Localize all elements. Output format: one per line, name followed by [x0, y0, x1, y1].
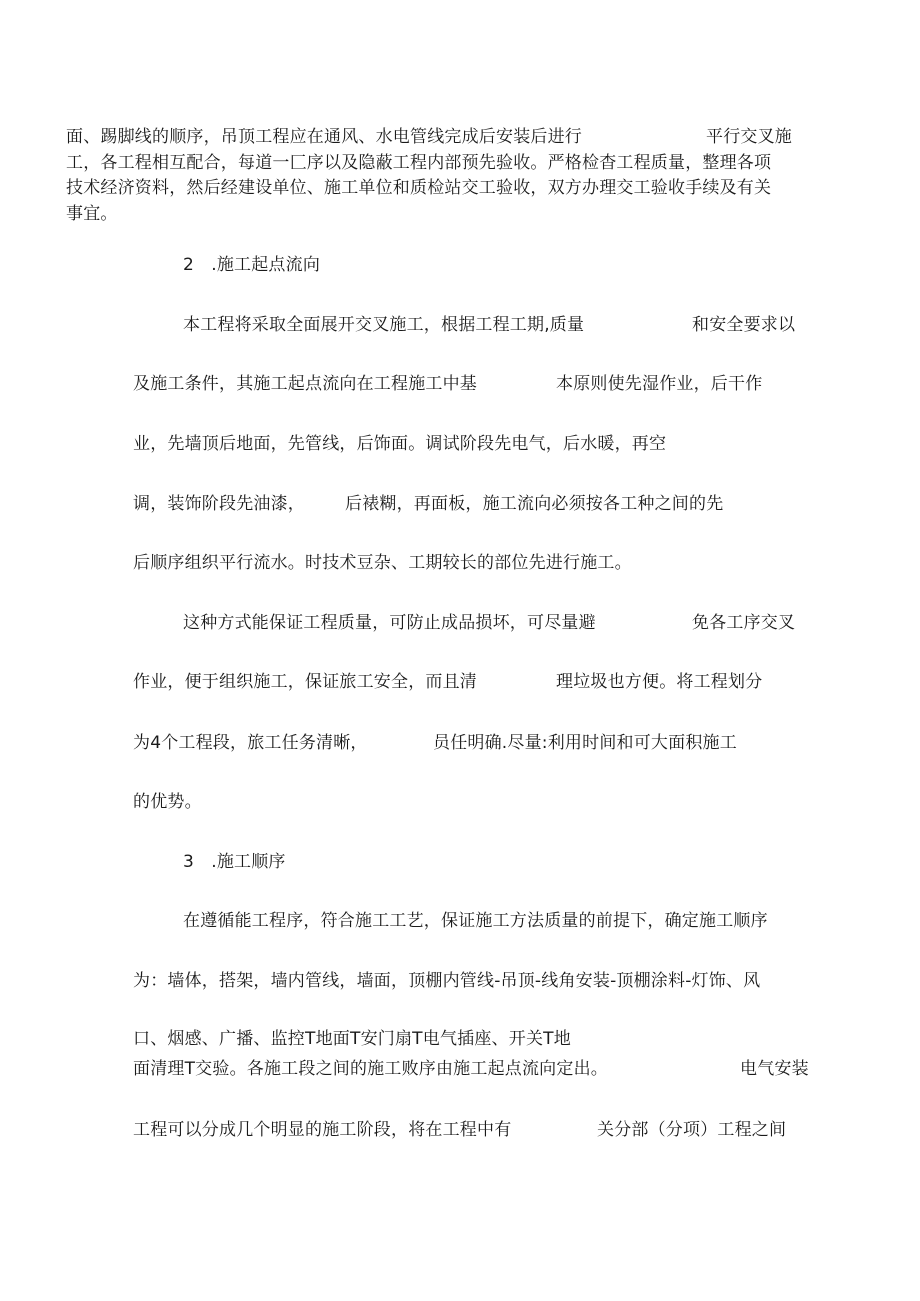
p2-line-1b: 和安全要求以	[692, 315, 796, 335]
p4-line-3: 口、烟感、广播、监控T地面T安门扇T电气插座、开关T地	[133, 1029, 571, 1049]
p2-line-3: 业，先墙顶后地面，先管线，后饰面。调试阶段先电气，后水暖，再空	[133, 434, 667, 454]
p4-line-2: 为：墙体，搭架，墙内管线，墙面，顶棚内管线-吊顶-线角安装-顶棚涂料-灯饰、风	[133, 971, 761, 991]
p3-line-2b: 理垃圾也方便。将工程划分	[556, 672, 763, 692]
p2-line-4b: 后裱糊，再面板，施工流向必须按各工种之间的先	[345, 494, 724, 514]
p1-line-1b: 平行交叉施	[706, 127, 792, 147]
p3-line-4: 的优势。	[133, 792, 202, 812]
p1-line-2: 工，各工程相互配合，每道一匚序以及隐蔽工程内部预先验收。严格检杳工程质量，整理各项	[66, 153, 772, 173]
p4-line-4b: 电气安装	[740, 1059, 809, 1079]
p3-line-1a: 这种方式能保证工程质量，可防止成品损坏，可尽量避	[183, 613, 596, 633]
p4-line-5a: 工程可以分成几个明显的施工阶段，将在工程中有	[133, 1120, 512, 1140]
p1-line-3: 技术经济资料，然后经建设单位、施工单位和质检站交工验收，双方办理交工验收手续及有关	[66, 178, 772, 198]
p2-line-4a: 调，装饰阶段先油漆，	[133, 494, 305, 514]
heading-3: 3 .施工顺序	[183, 852, 286, 872]
heading-2: 2 .施工起点流向	[183, 255, 321, 275]
p3-line-1b: 免各工序交叉	[692, 613, 796, 633]
p4-line-5b: 关分部（分项）工程之间	[597, 1120, 787, 1140]
p3-line-2a: 作业，便于组织施工，保证旅工安全，而且清	[133, 672, 477, 692]
p4-line-4a: 面清理T交验。各施工段之间的施工败序由施工起点流向定出。	[133, 1059, 608, 1079]
p2-line-2a: 及施工条件，其施工起点流向在工程施工中基	[133, 374, 477, 394]
p4-line-1: 在遵循能工程序，符合施工工艺，保证施工方法质量的前提下，确定施工顺序	[183, 911, 768, 931]
p2-line-2b: 本原则使先湿作业，后干作	[556, 374, 763, 394]
p2-line-5: 后顺序组织平行流水。时技术豆杂、工期较长的部位先进行施工。	[133, 553, 632, 573]
p1-line-1a: 面、踢脚线的顺序，吊顶工程应在通风、水电管线完成后安装后进行	[66, 127, 582, 147]
p3-line-3b: 员任明确.尽量:利用时间和可大面积施工	[433, 733, 737, 753]
p1-line-4: 事宜。	[66, 204, 118, 224]
p2-line-1a: 本工程将采取全面展开交叉施工，根据工程工期,质量	[183, 315, 585, 335]
p3-line-3a: 为4个工程段，旅工任务清晰，	[133, 733, 368, 753]
